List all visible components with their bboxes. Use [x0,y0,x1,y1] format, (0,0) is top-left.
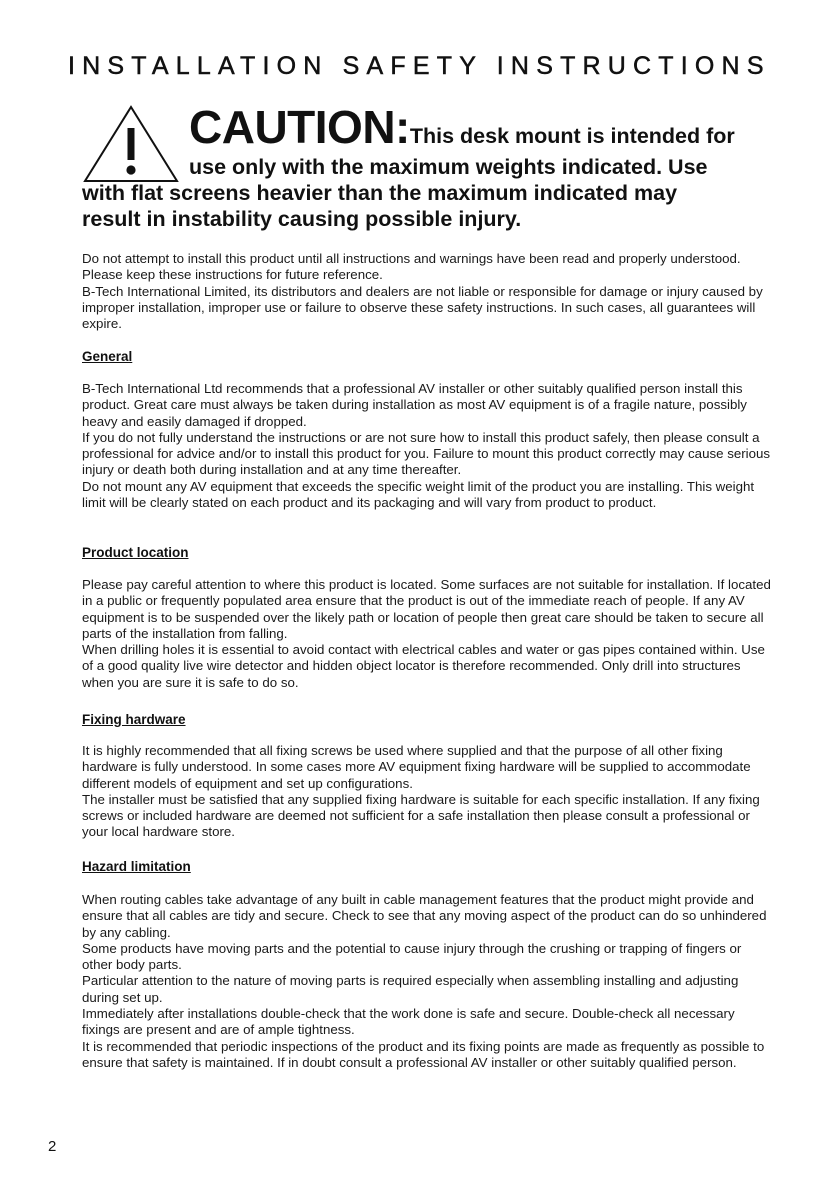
caution-text-4: result in instability causing possible injury. [82,207,522,231]
caution-text-2: use only with the maximum weights indicated. Use [189,155,708,179]
intro-paragraph: Do not attempt to install this product until all instructions and warnings have been read and properly understood. Please keep these instructions for future reference. [82,251,741,283]
paragraph: When routing cables take advantage of any built in cable management features that the product might provide and ensure that all cables are tidy and secure. Check to see that any moving aspect of the product can do so unhindered by any cabling. [82,892,767,940]
paragraph: Some products have moving parts and the potential to cause injury through the crushing or trapping of fingers or other body parts. [82,940,742,973]
section-heading-hazard-limitation: Hazard limitation [82,859,191,874]
caution-text-3: with flat screens heavier than the maximum indicated may [82,181,678,205]
caution-label: CAUTION: [189,101,410,153]
page-title: INSTALLATION SAFETY INSTRUCTIONS [68,52,771,80]
page-number: 2 [48,1138,57,1155]
section-body-hazard-limitation [82,892,772,1071]
warning-triangle-icon [82,104,180,184]
paragraph: It is recommended that periodic inspections of the product and its fixing points are made as frequently as possible to ensure that safety is maintained. If in doubt consult a professional AV installer or other suitably qualified person. [82,1038,765,1070]
section-body-general [82,381,772,511]
paragraph: Particular attention to the nature of moving parts is required especially when assembling installing and adjusting during set up. [82,973,739,1005]
section-heading-general: General [82,349,133,364]
caution-text-1: This desk mount is intended for [409,124,735,148]
caution-line-1 [189,100,735,154]
paragraph: Please pay careful attention to where this product is located. Some surfaces are not suitable for installation. If located in a public or frequently populated area ensure that the product is out of the immediate reach of people. If any AV equipment is to be suspended over the likely path or location of people then great care should be taken to secure all parts of the installation from falling. [82,577,771,641]
paragraph: When drilling holes it is essential to avoid contact with electrical cables and water or gas pipes contained within. Use of a good quality live wire detector and hidden object locator is therefore recommended. Only drill into structures when you are sure it is safe to do so. [82,642,765,690]
paragraph: Do not mount any AV equipment that exceeds the specific weight limit of the product you are installing. This weight limit will be clearly stated on each product and its packaging and will vary from product to product. [82,478,755,511]
paragraph: It is highly recommended that all fixing screws be used where supplied and that the purpose of all other fixing hardware is fully understood. In some cases more AV equipment fixing hardware will be supplied to accommodate different models of equipment and set up configurations. [82,743,751,791]
section-body-fixing-hardware [82,743,772,841]
section-body-product-location [82,577,772,691]
intro-text [82,251,772,332]
paragraph: The installer must be satisfied that any supplied fixing hardware is suitable for each specific installation. If any fixing screws or included hardware are deemed not sufficient for a safe installation then please consult a professional or your local hardware store. [82,791,760,840]
section-heading-fixing-hardware: Fixing hardware [82,712,186,727]
section-heading-product-location: Product location [82,545,189,560]
paragraph: Immediately after installations double-check that the work done is safe and secure. Double-check all necessary fixings are present and are of ample tightness. [82,1006,735,1038]
paragraph: B-Tech International Ltd recommends that a professional AV installer or other suitably qualified person install this product. Great care must always be taken during installation as most AV equipment is of a fragile nature, possibly heavy and easily damaged if dropped. [82,381,747,429]
paragraph: If you do not fully understand the instructions or are not sure how to install this product safely, then please consult a professional for advice and/or to install this product for you. Failure to mount this product correctly may cause serious injury or death both during installation and at any time thereafter. [82,429,771,478]
intro-paragraph: B-Tech International Limited, its distributors and dealers are not liable or responsible for damage or injury caused by improper installation, improper use or failure to observe these safety instructions. In such cases, all guarantees will expire. [82,283,763,332]
